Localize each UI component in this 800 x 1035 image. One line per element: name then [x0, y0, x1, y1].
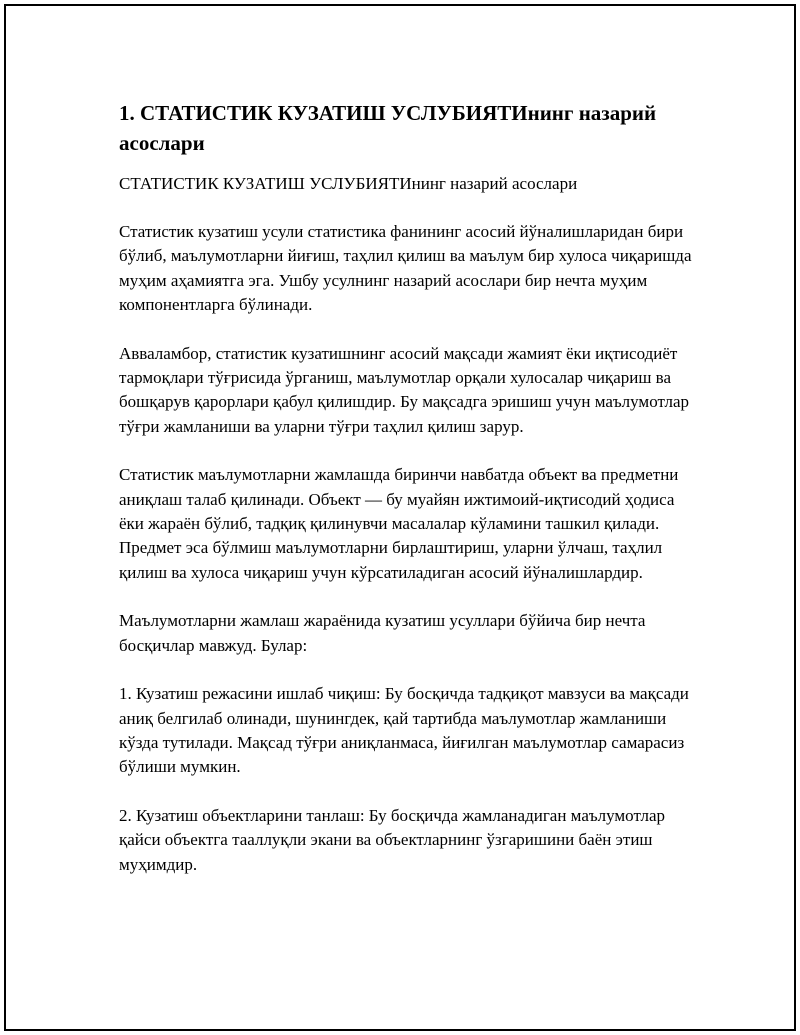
document-title: 1. СТАТИСТИК КУЗАТИШ УСЛУБИЯТИнинг назарий асослари	[119, 101, 657, 155]
paragraph-purpose: Авваламбор, статистик кузатишнинг асосий мақсади жамият ёки иқтисодиёт тармоқлари тўғрисида ўрганиш, маълумотлар орқали хулосалар чиқариш ва бошқарув қарорлари қабул қилишдир. Бу мақсадга эришиш учун маълумотлар тўғри жамланиши ва уларни тўғри таҳлил қилиш зарур.	[119, 343, 689, 436]
page-frame	[4, 4, 796, 1031]
paragraph-object-subject: Статистик маълумотларни жамлашда биринчи навбатда объект ва предметни аниқлаш талаб қилинади. Объект — бу муайян ижтимоий-иқтисодий ҳодиса ёки жараён бўлиб, тадқиқ қилинувчи масалалар кўламини ташкил қилади. Предмет эса бўлмиш маълумотларни бирлаштириш, уларни ўлчаш, таҳлил қилиш ва хулоса чиқариш учун кўрсатиладиган асосий йўналишлардир.	[119, 465, 679, 582]
paragraph-stages-intro: Маълумотларни жамлаш жараёнида кузатиш усуллари бўйича бир нечта босқичлар мавжуд. Булар:	[119, 611, 646, 655]
document-body	[119, 98, 699, 901]
paragraph-stage-1: 1. Кузатиш режасини ишлаб чиқиш: Бу босқичда тадқиқот мавзуси ва мақсади аниқ белгилаб олинади, шунингдек, қай тартибда маълумотлар жамланиши кўзда тутилади. Мақсад тўғри аниқланмаса, йиғилган маълумотлар самарасиз бўлиши мумкин.	[119, 684, 689, 777]
paragraph-stage-2: 2. Кузатиш объектларини танлаш: Бу босқичда жамланадиган маълумотлар қайси объектга тааллуқли экани ва объектларнинг ўзгаришини баён этиш муҳимдир.	[119, 805, 665, 874]
document-subtitle: СТАТИСТИК КУЗАТИШ УСЛУБИЯТИнинг назарий асослари	[119, 174, 578, 193]
paragraph-intro: Статистик кузатиш усули статистика фанининг асосий йўналишларидан бири бўлиб, маълумотларни йиғиш, таҳлил қилиш ва маълум бир хулоса чиқаришда муҳим аҳамиятга эга. Ушбу усулнинг назарий асослари бир нечта муҳим компонентларга бўлинади.	[119, 222, 692, 315]
